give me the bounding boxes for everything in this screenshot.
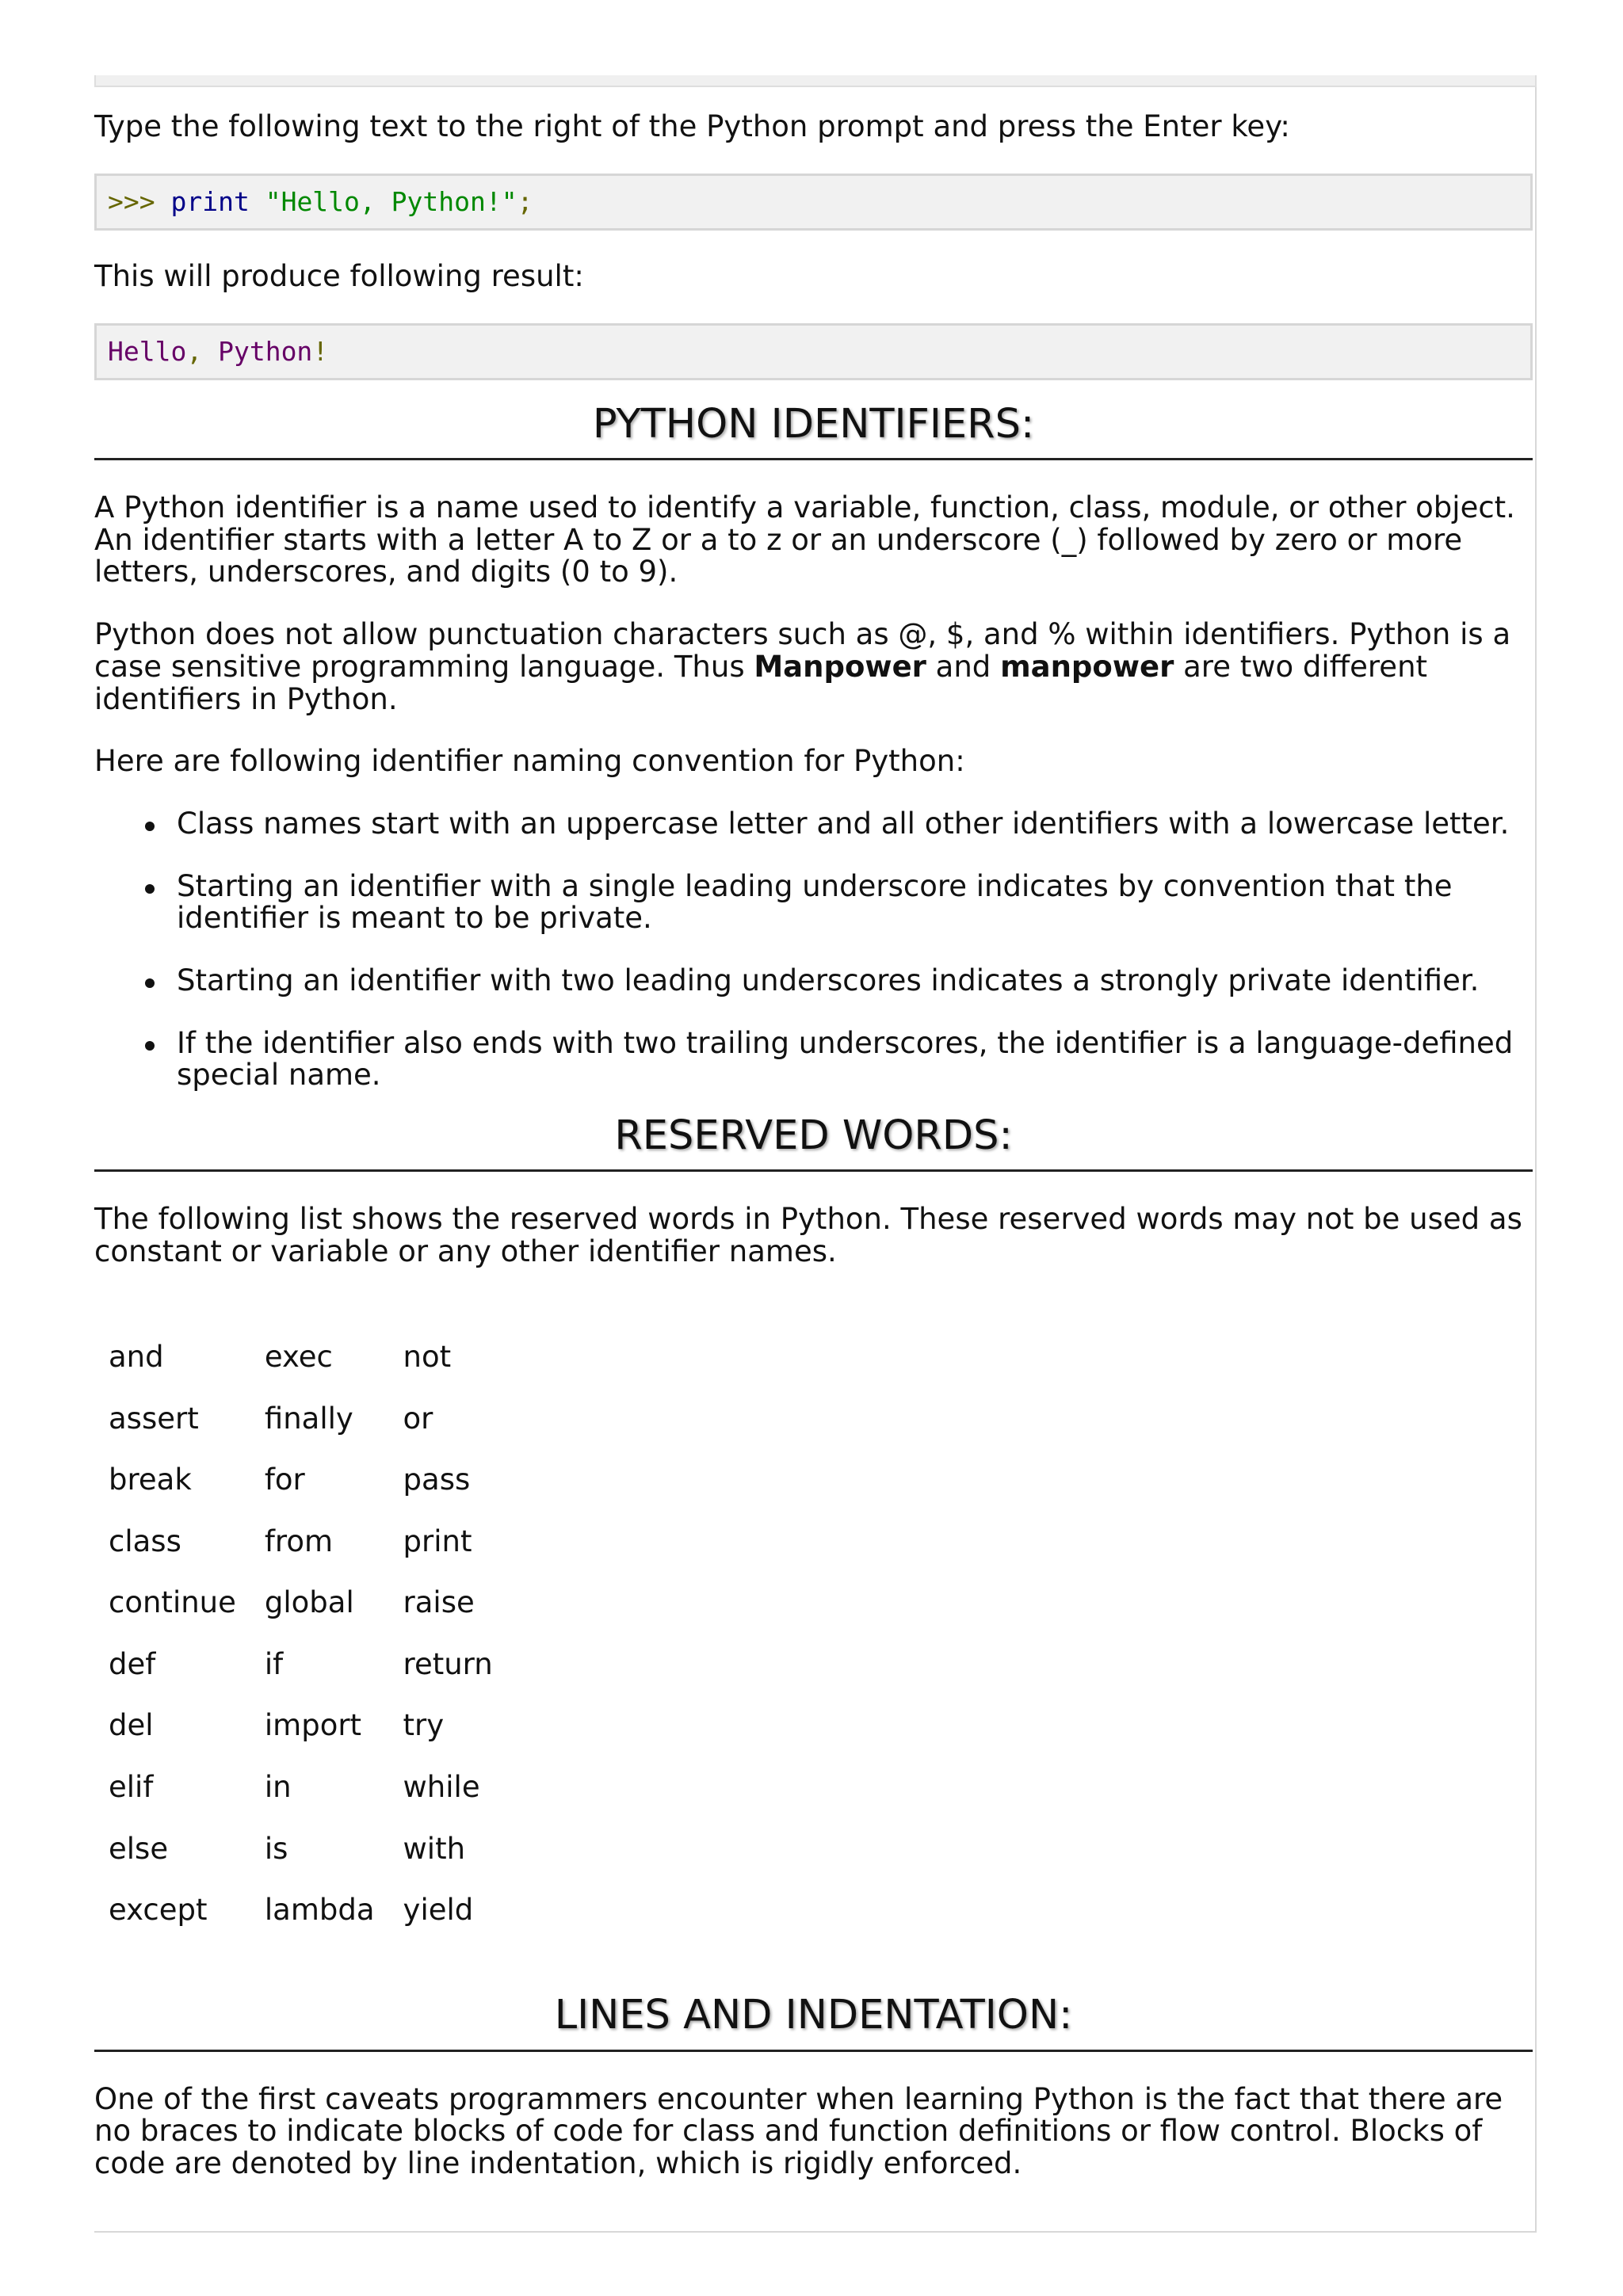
para2-text-before: Python does not allow punctuation characters such as @, $, and % within identifiers. Python is a case sensitive programming language. Thus [94,617,1511,684]
table-cell: yield [403,1893,474,1928]
identifiers-heading: PYTHON IDENTIFIERS: [94,402,1533,460]
naming-convention-list [94,808,1533,1092]
table-cell: exec [264,1339,333,1374]
reserved-words-paragraph: The following list shows the reserved words in Python. These reserved words may not be used as constant or variable or any other identifier names. [94,1202,1522,1268]
table-cell: in [264,1770,292,1805]
output-word-2: Python [218,335,313,367]
bold-manpower-lower: manpower [1000,649,1174,684]
table-cell: raise [403,1585,475,1620]
table-cell: except [109,1893,208,1928]
identifiers-paragraph-2 [94,619,1533,715]
table-cell: pass [403,1463,471,1497]
identifiers-paragraph-1: A Python identifier is a name used to identify a variable, function, class, module, or other object. An identifier starts with a letter A to Z or a to z or an underscore (_) followed by zero or more letters, underscores, and digits (0 to 9). [94,490,1515,589]
indentation-heading: LINES AND INDENTATION: [94,1993,1533,2051]
table-cell: if [264,1646,284,1681]
code-semicolon: ; [517,185,533,217]
reserved-words-table [94,1326,507,1941]
table-row [94,1634,507,1695]
code-example-box [94,174,1533,231]
document-page [94,0,1537,2233]
list-item: Starting an identifier with a single leading underscore indicates by convention that the identifier is meant to be private. [94,871,1533,935]
table-cell: or [403,1401,433,1436]
list-item: If the identifier also ends with two trailing underscores, the identifier is a language-defined special name. [94,1028,1533,1092]
previous-code-box-bottom [94,75,1537,87]
table-cell: while [403,1770,480,1805]
output-box [94,323,1533,380]
table-row [94,1757,507,1819]
instruction-text: Type the following text to the right of the Python prompt and press the Enter key: [94,109,1290,143]
list-item: Starting an identifier with two leading underscores indicates a strongly private identifier. [94,965,1533,997]
table-cell: import [264,1708,362,1743]
document-content [94,111,1533,2210]
table-cell: is [264,1831,288,1866]
table-cell: elif [109,1770,154,1805]
table-cell: continue [109,1585,236,1620]
table-row [94,1695,507,1757]
table-cell: del [109,1708,154,1743]
table-row [94,1818,507,1880]
reserved-words-heading: RESERVED WORDS: [94,1114,1533,1172]
table-cell: from [264,1524,333,1558]
para2-text-after: are two different identifiers in Python. [94,649,1428,716]
table-cell: with [403,1831,466,1866]
indentation-paragraph: One of the first caveats programmers encounter when learning Python is the fact that there are no braces to indicate blocks of code for class and function definitions or flow control. Blocks of code are denoted by line indentation, which is rigidly enforced. [94,2081,1503,2180]
table-cell: global [264,1585,354,1620]
table-row [94,1388,507,1450]
table-row [94,1573,507,1634]
code-string: "Hello, Python!" [265,185,517,217]
code-keyword: print [170,185,250,217]
table-cell: not [403,1339,452,1374]
para2-text-middle: and [926,649,1001,684]
table-cell: def [109,1646,156,1681]
table-cell: print [403,1524,472,1558]
table-cell: class [109,1524,181,1558]
table-cell: for [264,1463,305,1497]
identifiers-paragraph-3: Here are following identifier naming convention for Python: [94,744,965,779]
table-cell: return [403,1646,493,1681]
result-label: This will produce following result: [94,258,584,293]
table-cell: break [109,1463,192,1497]
table-row [94,1450,507,1512]
table-row [94,1326,507,1388]
table-cell: finally [264,1401,353,1436]
table-cell: try [403,1708,445,1743]
table-cell: and [109,1339,164,1374]
bold-manpower-upper: Manpower [754,649,926,684]
list-item: Class names start with an uppercase letter and all other identifiers with a lowercase letter. [94,808,1533,841]
output-bang: ! [312,335,329,367]
table-cell: assert [109,1401,199,1436]
table-cell: else [109,1831,169,1866]
output-comma: , [186,335,203,367]
table-cell: lambda [264,1893,375,1928]
table-row [94,1880,507,1942]
table-row [94,1511,507,1573]
output-word-1: Hello [108,335,187,367]
code-prompt: >>> [108,185,155,217]
